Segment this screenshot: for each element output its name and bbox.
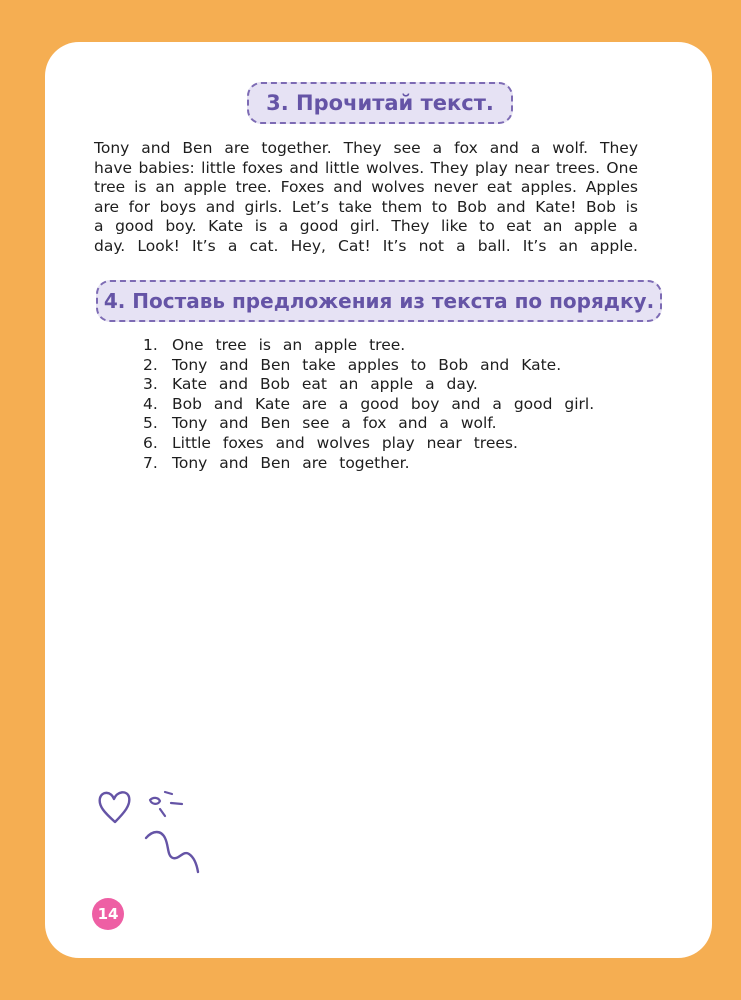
text-line: a good boy. Kate is a good girl. They like to eat an apple a bbox=[94, 217, 638, 236]
item-number: 7. bbox=[143, 453, 158, 472]
worksheet-page bbox=[45, 42, 712, 958]
item-number: 5. bbox=[143, 414, 158, 433]
page-number: 14 bbox=[92, 898, 124, 930]
sparkle-icon bbox=[145, 788, 189, 822]
item-number: 4. bbox=[143, 394, 158, 413]
list-item bbox=[143, 395, 623, 415]
text-line: have babies: little foxes and little wolves. They play near trees. One bbox=[94, 158, 638, 177]
sentence-list bbox=[143, 336, 623, 473]
reading-text bbox=[94, 139, 638, 257]
item-number: 1. bbox=[143, 336, 158, 354]
item-text: Little foxes and wolves play near trees. bbox=[172, 433, 518, 452]
squiggle-icon bbox=[143, 826, 203, 876]
item-number: 3. bbox=[143, 375, 158, 394]
list-item bbox=[143, 434, 623, 454]
section-3-heading: 3. Прочитай текст. bbox=[247, 82, 513, 124]
list-item bbox=[143, 454, 623, 474]
section-4-heading: 4. Поставь предложения из текста по порядку. bbox=[96, 280, 662, 322]
item-text: Bob and Kate are a good boy and a good girl. bbox=[172, 394, 595, 413]
item-text: Tony and Ben see a fox and a wolf. bbox=[172, 414, 497, 433]
item-text: Kate and Bob eat an apple a day. bbox=[172, 375, 478, 394]
list-item bbox=[143, 356, 623, 376]
item-text: Tony and Ben take apples to Bob and Kate. bbox=[172, 355, 562, 374]
item-number: 2. bbox=[143, 355, 158, 374]
text-line: day. Look! It’s a cat. Hey, Cat! It’s not a ball. It’s an apple. bbox=[94, 236, 638, 255]
list-item bbox=[143, 375, 623, 395]
list-item bbox=[143, 414, 623, 434]
item-text: One tree is an apple tree. bbox=[172, 336, 406, 354]
text-line: Tony and Ben are together. They see a fox and a wolf. They bbox=[94, 139, 638, 157]
text-line: are for boys and girls. Let’s take them to Bob and Kate! Bob is bbox=[94, 197, 638, 216]
text-line: tree is an apple tree. Foxes and wolves never eat apples. Apples bbox=[94, 178, 638, 197]
item-number: 6. bbox=[143, 433, 158, 452]
item-text: Tony and Ben are together. bbox=[172, 453, 410, 472]
list-item bbox=[143, 336, 623, 356]
heart-icon bbox=[95, 788, 135, 826]
